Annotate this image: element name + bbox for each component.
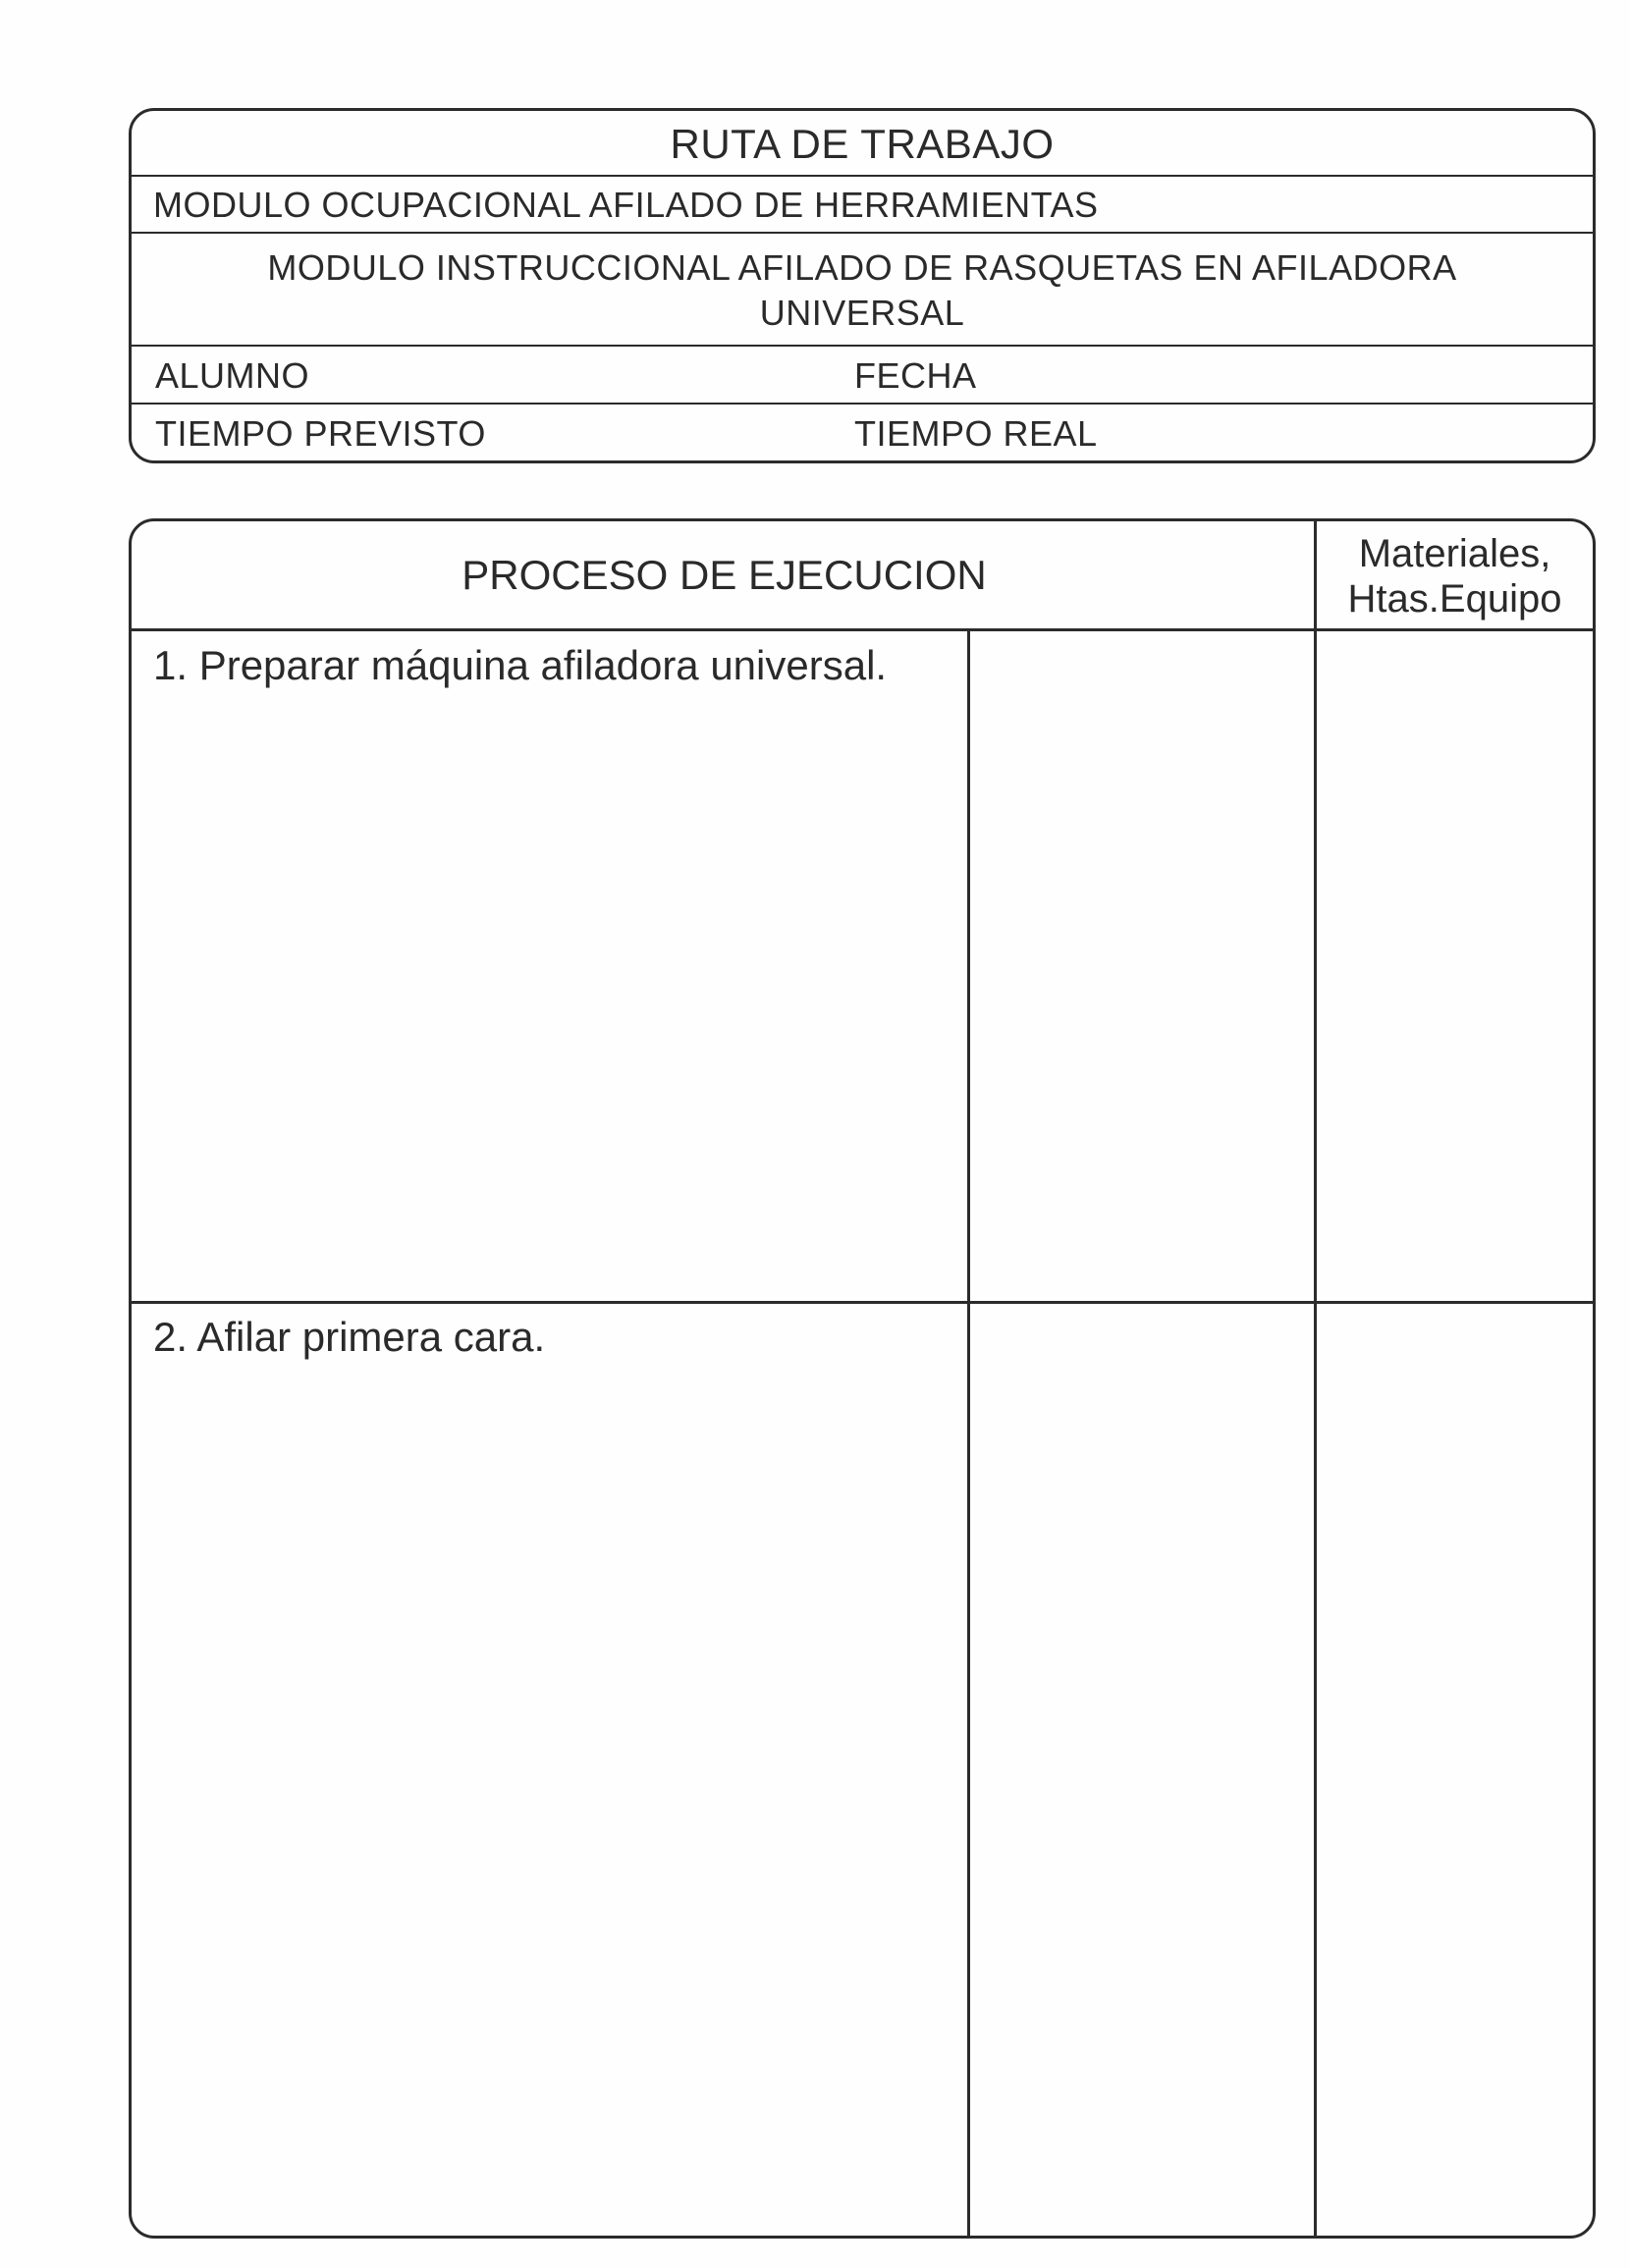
materials-header-line2: Htas.Equipo [1347, 577, 1562, 621]
instructional-module: MODULO INSTRUCCIONAL AFILADO DE RASQUETAS EN AFILADORA UNIVERSAL [132, 234, 1593, 347]
form-title: RUTA DE TRABAJO [132, 111, 1593, 177]
column-divider-middle [967, 628, 970, 2236]
student-date-row [132, 347, 1593, 405]
execution-process-table [129, 518, 1596, 2239]
row-divider [132, 1301, 1593, 1304]
process-header-row [132, 521, 1593, 631]
column-divider-materials [1314, 521, 1317, 2236]
occupational-module: MODULO OCUPACIONAL AFILADO DE HERRAMIENTAS [132, 177, 1593, 234]
step-2-text: 2. Afilar primera cara. [153, 1314, 546, 1360]
materials-header [1317, 521, 1593, 628]
step-1-text: 1. Preparar máquina afiladora universal. [153, 642, 888, 688]
process-title: PROCESO DE EJECUCION [462, 552, 987, 598]
work-route-header [129, 108, 1596, 463]
date-label: FECHA [854, 355, 977, 396]
time-row [132, 405, 1593, 463]
student-label: ALUMNO [155, 355, 310, 396]
materials-header-line1: Materiales, [1358, 532, 1551, 575]
planned-time-label: TIEMPO PREVISTO [155, 413, 486, 454]
real-time-label: TIEMPO REAL [854, 413, 1098, 454]
